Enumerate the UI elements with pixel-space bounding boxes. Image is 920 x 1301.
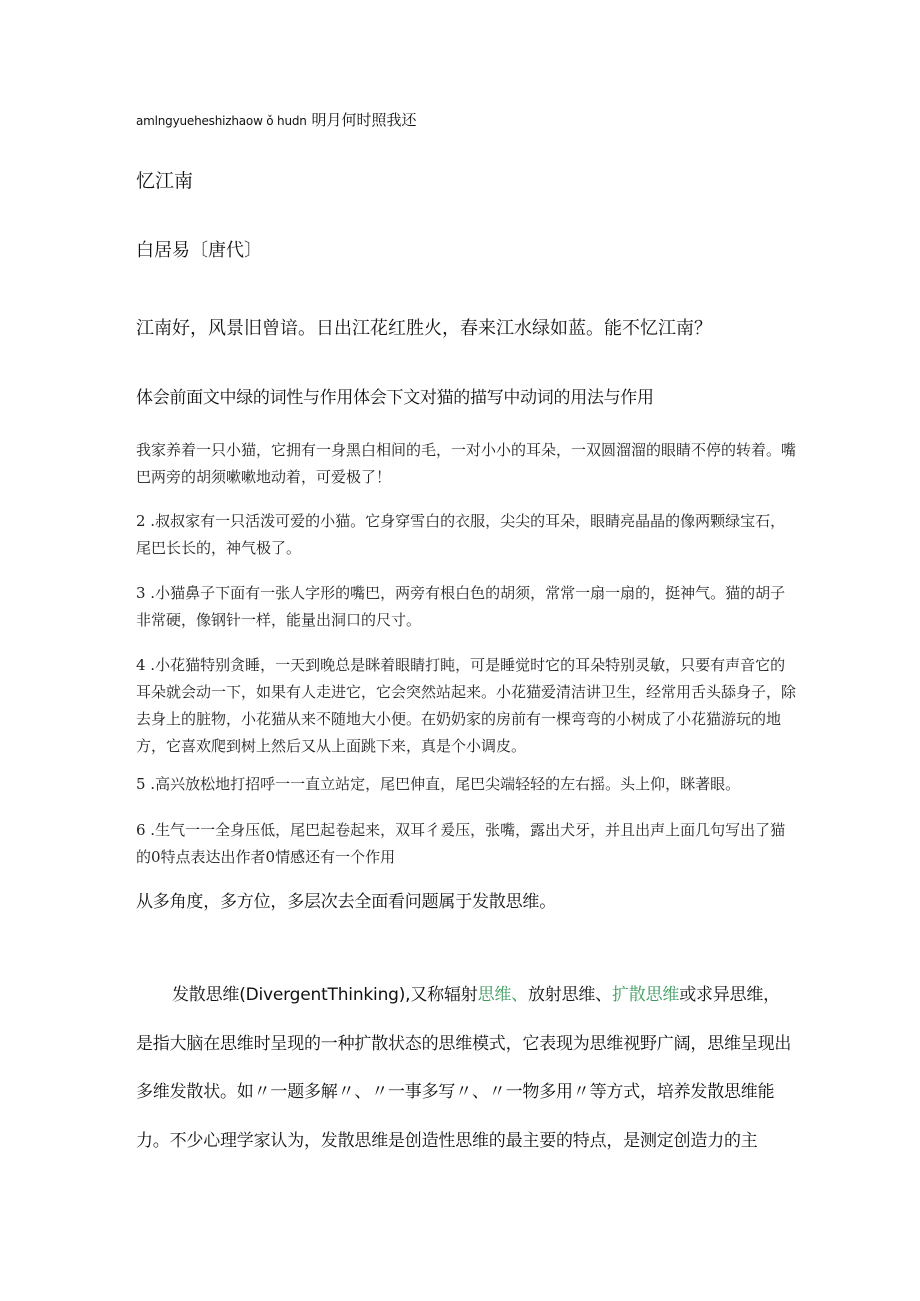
divergent-thinking-summary: 从多角度，多方位，多层次去全面看问题属于发散思维。 — [136, 892, 556, 912]
link-divergent-thinking[interactable]: 扩散思维 — [611, 985, 680, 1005]
link-thinking[interactable]: 思维、 — [477, 985, 528, 1005]
cat-description-paragraph-1: 我家养着一只小猫，它拥有一身黑白相间的毛，一对小小的耳朵，一双圆溜溜的眼睛不停的转着。嘴巴两旁的胡须嗽嗽地动着，可爱极了！ — [136, 441, 797, 486]
pinyin-chinese: 明月何时照我还 — [311, 111, 417, 129]
cat-description-paragraph-6: 6 .生气一一全身压低，尾巴起卷起来，双耳彳爰压，张嘴，露出犬牙，并且出声上面几句写出了猫的0特点表达出作者0情感还有一个作用 — [136, 821, 786, 866]
definition-mid: 放射思维、 — [527, 985, 612, 1005]
pinyin-line — [136, 109, 417, 130]
pinyin-text: amlngyueheshizhaow ǒ hudn — [136, 114, 307, 128]
poem-title: 忆江南 — [136, 170, 194, 192]
cat-description-paragraph-5: 5 .高兴放松地打招呼一一直立站定，尾巴伸直，尾巴尖端轻轻的左右摇。头上仰，眯著眼。 — [136, 775, 741, 793]
poem-text: 江南好，风景旧曾谙。日出江花红胜火，春来江水绿如蓝。能不忆江南？ — [136, 318, 712, 339]
cat-description-paragraph-3: 3 .小猫鼻子下面有一张人字形的嘴巴，两旁有根白色的胡须，常常一扇一扇的，挺神气。猫的胡子非常硬，像钢针一样，能量出洞口的尺寸。 — [136, 584, 786, 629]
cat-description-paragraph-2: 2 .叔叔家有一只活泼可爱的小猫。它身穿雪白的衣服，尖尖的耳朵，眼睛亮晶晶的像两颗绿宝石，尾巴长长的，神气极了。 — [136, 512, 786, 557]
cat-description-paragraph-4: 4 .小花猫特别贪睡，一天到晚总是眯着眼睛打盹，可是睡觉时它的耳朵特别灵敏，只要有声音它的耳朵就会动一下，如果有人走进它，它会突然站起来。小花猫爱清洁讲卫生，经常用舌头舔身子，除去身上的脏物，小花猫从来不随地大小便。在奶奶家的房前有一棵弯弯的小树成了小花猫游玩的地方，它喜欢爬到树上然后又从上面跳下来，真是个小调皮。 — [136, 656, 797, 755]
definition-lead: 发散思维(DivergentThinking),又称辐射 — [172, 985, 478, 1005]
poem-author: 白居易〔唐代〕 — [136, 240, 262, 261]
definition-rest: 或求异思维，是指大脑在思维时呈现的一种扩散状态的思维模式，它表现为思维视野广阔，思维呈现出多维发散状。如〃一题多解〃、〃一事多写〃、〃一物多用〃等方式，培养发散思维能力。不少心理学家认为，发散思维是创造性思维的最主要的特点，是测定创造力的主 — [136, 985, 792, 1151]
task-prompt: 体会前面文中绿的词性与作用体会下文对猫的描写中动词的用法与作用 — [136, 388, 654, 408]
divergent-thinking-definition — [136, 971, 796, 1165]
